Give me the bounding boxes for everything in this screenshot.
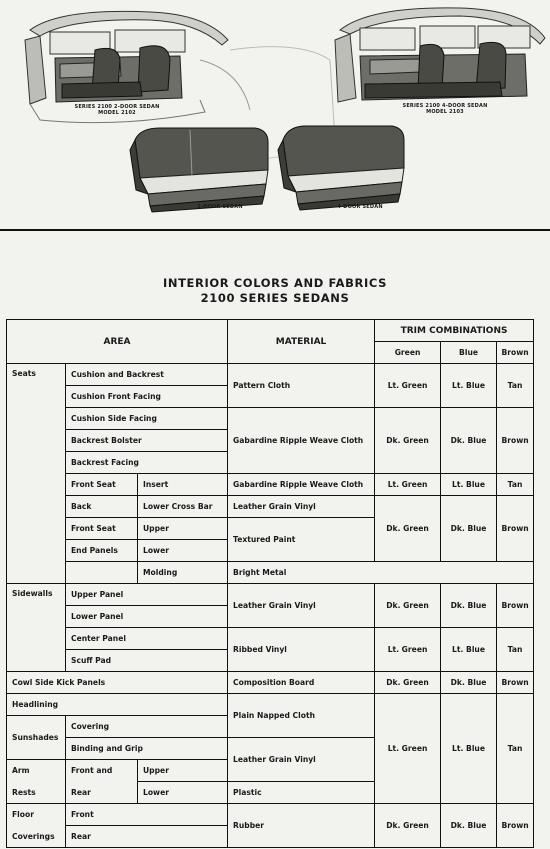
trim-cell: Tan: [497, 628, 534, 672]
trim-table: [6, 319, 534, 848]
trim-cell: Lt. Green: [375, 474, 441, 496]
area-cell: Center Panel: [66, 628, 228, 650]
caption-2door-car: [62, 104, 172, 116]
trim-cell: Brown: [497, 496, 534, 562]
area-cell: Molding: [138, 562, 228, 584]
material-cell: Textured Paint: [228, 518, 375, 562]
area-cell: Cushion and Backrest: [66, 364, 228, 386]
trim-cell: Lt. Blue: [441, 474, 497, 496]
area-floor: Floor: [7, 804, 66, 826]
area-cell: Back: [66, 496, 138, 518]
material-cell: Pattern Cloth: [228, 364, 375, 408]
material-cell: Leather Grain Vinyl: [228, 584, 375, 628]
trim-cell: Lt. Blue: [441, 628, 497, 672]
caption-line: SERIES 2100 2-DOOR SEDAN: [74, 104, 160, 110]
table-row: [7, 628, 534, 650]
table-row: [7, 562, 534, 584]
caption-2door-seat: 2-DOOR SEDAN: [197, 204, 243, 210]
trim-cell: Dk. Blue: [441, 408, 497, 474]
material-cell: Leather Grain Vinyl: [228, 496, 375, 518]
col-green: Green: [375, 342, 441, 364]
material-cell: Rubber: [228, 804, 375, 848]
seat-2door-illustration: [130, 128, 268, 212]
area-cell: Front: [66, 804, 228, 826]
trim-cell: Dk. Green: [375, 584, 441, 628]
trim-cell: Dk. Blue: [441, 496, 497, 562]
table-row: [7, 496, 534, 518]
trim-cell: Dk. Green: [375, 496, 441, 562]
table-header-row: [7, 320, 534, 342]
area-coverings: Coverings: [7, 826, 66, 848]
trim-cell: Dk. Green: [375, 804, 441, 848]
trim-cell: Lt. Green: [375, 694, 441, 804]
trim-cell: Dk. Green: [375, 672, 441, 694]
area-cell: Scuff Pad: [66, 650, 228, 672]
trim-cell: Dk. Blue: [441, 584, 497, 628]
table-row: [7, 364, 534, 386]
trim-cell: Dk. Green: [375, 408, 441, 474]
area-cell: Upper: [138, 760, 228, 782]
page-subtitle: 2100 SERIES SEDANS: [200, 291, 350, 305]
area-cell: End Panels: [66, 540, 138, 562]
trim-cell: Brown: [497, 804, 534, 848]
table-row: [7, 804, 534, 826]
trim-cell: Tan: [497, 364, 534, 408]
caption-line: MODEL 2103: [426, 109, 464, 115]
table-row: [7, 408, 534, 430]
area-arm: Arm: [7, 760, 66, 782]
area-cell: Insert: [138, 474, 228, 496]
area-cell: Cowl Side Kick Panels: [7, 672, 228, 694]
header-area: AREA: [7, 320, 228, 364]
material-cell: Gabardine Ripple Weave Cloth: [228, 474, 375, 496]
material-cell: Plastic: [228, 782, 375, 804]
area-cell: Backrest Facing: [66, 452, 228, 474]
area-cell: Backrest Bolster: [66, 430, 228, 452]
trim-cell: Brown: [497, 408, 534, 474]
trim-cell: Tan: [497, 474, 534, 496]
area-cell: Lower Cross Bar: [138, 496, 228, 518]
area-cell: Upper Panel: [66, 584, 228, 606]
material-cell: Plain Napped Cloth: [228, 694, 375, 738]
trim-cell: Tan: [497, 694, 534, 804]
area-sunshades: Sunshades: [7, 716, 66, 760]
trim-cell: Lt. Blue: [441, 364, 497, 408]
table-row: [7, 694, 534, 716]
area-cell: Headlining: [7, 694, 228, 716]
area-cell: [66, 562, 138, 584]
material-cell: Composition Board: [228, 672, 375, 694]
header-material: MATERIAL: [228, 320, 375, 364]
trim-cell: Brown: [497, 672, 534, 694]
area-cell: Rear: [66, 826, 228, 848]
table-row: [7, 584, 534, 606]
trim-cell: Dk. Blue: [441, 672, 497, 694]
area-seats: Seats: [7, 364, 66, 584]
header-trim: TRIM COMBINATIONS: [375, 320, 534, 342]
area-sidewalls: Sidewalls: [7, 584, 66, 672]
area-cell: Binding and Grip: [66, 738, 228, 760]
area-cell: Lower: [138, 782, 228, 804]
col-blue: Blue: [441, 342, 497, 364]
area-cell: Front and: [66, 760, 138, 782]
table-row: [7, 474, 534, 496]
seat-4door-illustration: [278, 126, 404, 210]
material-cell: Leather Grain Vinyl: [228, 738, 375, 782]
caption-line: MODEL 2102: [98, 110, 136, 116]
trim-cell: Lt. Blue: [441, 694, 497, 804]
area-cell: Covering: [66, 716, 228, 738]
trim-cell: Lt. Green: [375, 364, 441, 408]
divider-rule: [0, 229, 550, 231]
material-cell: Bright Metal: [228, 562, 534, 584]
area-cell: Front Seat: [66, 474, 138, 496]
area-rests: Rests: [7, 782, 66, 804]
area-cell: Cushion Side Facing: [66, 408, 228, 430]
page-title: INTERIOR COLORS AND FABRICS: [163, 276, 387, 290]
area-cell: Upper: [138, 518, 228, 540]
area-cell: Cushion Front Facing: [66, 386, 228, 408]
area-cell: Rear: [66, 782, 138, 804]
material-cell: Ribbed Vinyl: [228, 628, 375, 672]
col-brown: Brown: [497, 342, 534, 364]
caption-4door-car: [390, 103, 500, 115]
caption-4door-seat: 4-DOOR SEDAN: [337, 204, 383, 210]
material-cell: Gabardine Ripple Weave Cloth: [228, 408, 375, 474]
trim-cell: Lt. Green: [375, 628, 441, 672]
trim-cell: Dk. Blue: [441, 804, 497, 848]
area-cell: Front Seat: [66, 518, 138, 540]
area-cell: Lower Panel: [66, 606, 228, 628]
caption-line: SERIES 2100 4-DOOR SEDAN: [402, 103, 488, 109]
trim-cell: Brown: [497, 584, 534, 628]
area-cell: Lower: [138, 540, 228, 562]
table-row: [7, 672, 534, 694]
